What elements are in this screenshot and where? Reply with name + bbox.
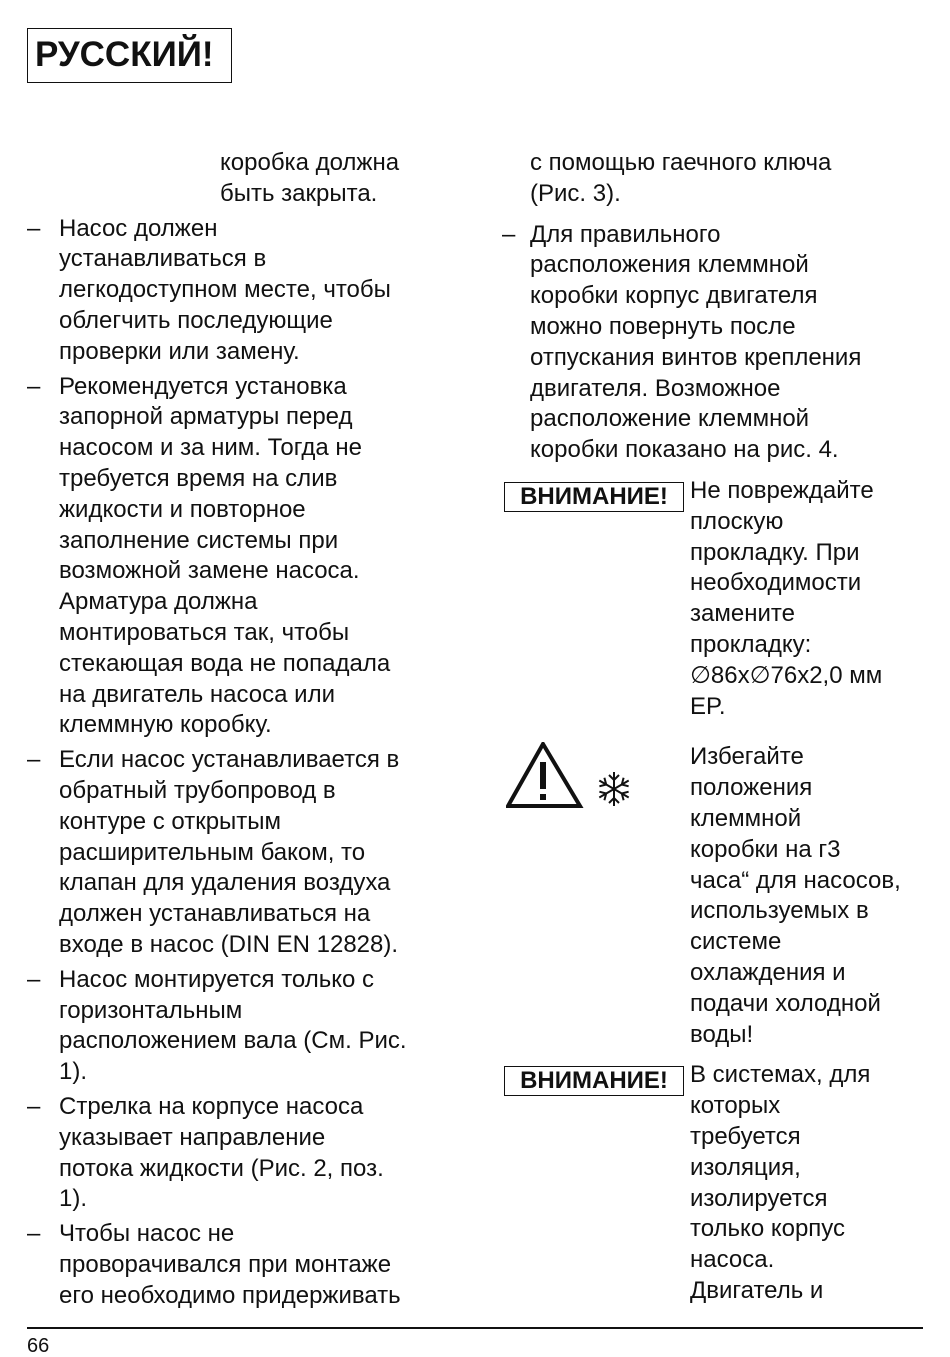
text-line: проворачивался при монтаже: [59, 1250, 392, 1278]
text-line: часа“ для насосов,: [690, 866, 901, 894]
warning-badge: ВНИМАНИЕ!: [504, 482, 684, 512]
dash-bullet: –: [27, 372, 41, 400]
text-line: воды!: [690, 1020, 754, 1048]
text-line: подачи холодной: [690, 989, 881, 1017]
text-line: Арматура должна: [59, 588, 258, 616]
text-line: расположением вала (См. Рис.: [59, 1027, 407, 1055]
text-line: контуре с открытым: [59, 807, 282, 835]
text-line: расширительным баком, то: [59, 838, 366, 866]
text-line: легкодоступном месте, чтобы: [59, 276, 391, 304]
dash-bullet: –: [27, 214, 41, 242]
text-line: ∅86x∅76x2,0 мм: [690, 661, 883, 689]
text-line: насоса.: [690, 1246, 775, 1274]
text-line: указывает направление: [59, 1123, 326, 1151]
text-line: отпускания винтов крепления: [530, 343, 862, 371]
text-line: проверки или замену.: [59, 337, 300, 365]
list-item: [27, 214, 457, 368]
dash-bullet: –: [27, 1220, 41, 1248]
warning-block: [502, 476, 922, 722]
text-line: возможной замене насоса.: [59, 557, 360, 585]
text-line: прокладку:: [690, 630, 812, 658]
page-number: 66: [27, 1335, 50, 1357]
text-line: Насос должен: [59, 214, 218, 242]
text-line: изолируется: [690, 1184, 828, 1212]
text-line: клеммной: [690, 804, 802, 832]
text-line: охлаждения и: [690, 958, 846, 986]
text-line: Насос монтируется только с: [59, 965, 375, 993]
continuation-text: [530, 148, 922, 210]
text-line: изоляция,: [690, 1153, 801, 1181]
right-column: [502, 148, 922, 1313]
text-line: коробки корпус двигателя: [530, 282, 818, 310]
text-line: стекающая вода не попадала: [59, 649, 391, 677]
text-line: коробки на г3: [690, 835, 841, 863]
text-line: Рекомендуется установка: [59, 372, 347, 400]
text-line: устанавливаться в: [59, 245, 267, 273]
text-line: должен устанавливаться на: [59, 900, 371, 928]
text-line: коробка должна: [220, 149, 400, 176]
text-line: на двигатель насоса или: [59, 680, 335, 708]
dash-bullet: –: [27, 746, 41, 774]
text-line: замените: [690, 600, 795, 628]
text-line: В системах, для: [690, 1061, 871, 1089]
text-line: коробки показано на рис. 4.: [530, 436, 839, 464]
list-item: [502, 220, 922, 466]
text-line: запорной арматуры перед: [59, 403, 353, 431]
text-line: плоскую: [690, 507, 784, 535]
text-line: с помощью гаечного ключа: [530, 149, 832, 176]
list-item: [27, 372, 457, 742]
text-line: жидкости и повторное: [59, 495, 306, 523]
text-line: облегчить последующие: [59, 306, 333, 334]
text-line: потока жидкости (Рис. 2, поз.: [59, 1154, 384, 1182]
text-line: горизонтальным: [59, 996, 243, 1024]
text-line: его необходимо придерживать: [59, 1281, 401, 1309]
text-line: Не повреждайте: [690, 476, 874, 504]
text-line: 1).: [59, 1058, 88, 1086]
dash-bullet: –: [27, 965, 41, 993]
text-line: Чтобы насос не: [59, 1220, 235, 1248]
list-item: [27, 745, 457, 961]
list-item: [27, 1219, 457, 1311]
dash-bullet: –: [27, 1092, 41, 1120]
dash-bullet: –: [502, 220, 516, 248]
text-line: прокладку. При: [690, 538, 860, 566]
text-line: Избегайте: [690, 743, 804, 771]
language-header: РУССКИЙ!: [27, 28, 232, 83]
text-line: системе: [690, 928, 782, 956]
text-line: (Рис. 3).: [530, 179, 621, 207]
text-line: Для правильного: [530, 220, 721, 248]
warning-text: [690, 476, 922, 722]
text-line: монтироваться так, чтобы: [59, 618, 350, 646]
text-line: необходимости: [690, 569, 862, 597]
warning-block: [502, 1060, 922, 1306]
text-line: требуется: [690, 1122, 801, 1150]
text-line: используемых в: [690, 897, 869, 925]
caution-block: [502, 742, 922, 1050]
text-line: которых: [690, 1092, 781, 1120]
list-item: [27, 1092, 457, 1215]
text-line: клеммную коробку.: [59, 711, 272, 739]
continuation-text: [220, 148, 457, 210]
left-column: [27, 148, 457, 1315]
text-line: расположения клеммной: [530, 251, 809, 279]
text-line: требуется время на слив: [59, 464, 338, 492]
caution-text: [690, 742, 922, 1050]
snowflake-icon: [599, 772, 628, 806]
warning-triangle-icon: [508, 744, 580, 806]
text-line: насосом и за ним. Тогда не: [59, 434, 363, 462]
text-line: положения: [690, 774, 813, 802]
warning-badge: ВНИМАНИЕ!: [504, 1066, 684, 1096]
warning-text: [690, 1060, 922, 1306]
text-line: клапан для удаления воздуха: [59, 869, 391, 897]
text-line: входе в насос (DIN EN 12828).: [59, 930, 399, 958]
text-line: только корпус: [690, 1215, 846, 1243]
text-line: EP.: [690, 692, 726, 720]
text-line: Двигатель и: [690, 1276, 824, 1304]
text-line: Если насос устанавливается в: [59, 746, 400, 774]
caution-icons: [506, 742, 646, 812]
text-line: 1).: [59, 1185, 88, 1213]
text-line: обратный трубопровод в: [59, 776, 336, 804]
text-line: двигателя. Возможное: [530, 374, 781, 402]
text-line: Стрелка на корпусе насоса: [59, 1092, 364, 1120]
text-line: быть закрыта.: [220, 179, 378, 207]
footer-divider: [27, 1327, 923, 1329]
text-line: можно повернуть после: [530, 312, 796, 340]
list-item: [27, 965, 457, 1088]
text-line: расположение клеммной: [530, 405, 810, 433]
text-line: заполнение системы при: [59, 526, 339, 554]
